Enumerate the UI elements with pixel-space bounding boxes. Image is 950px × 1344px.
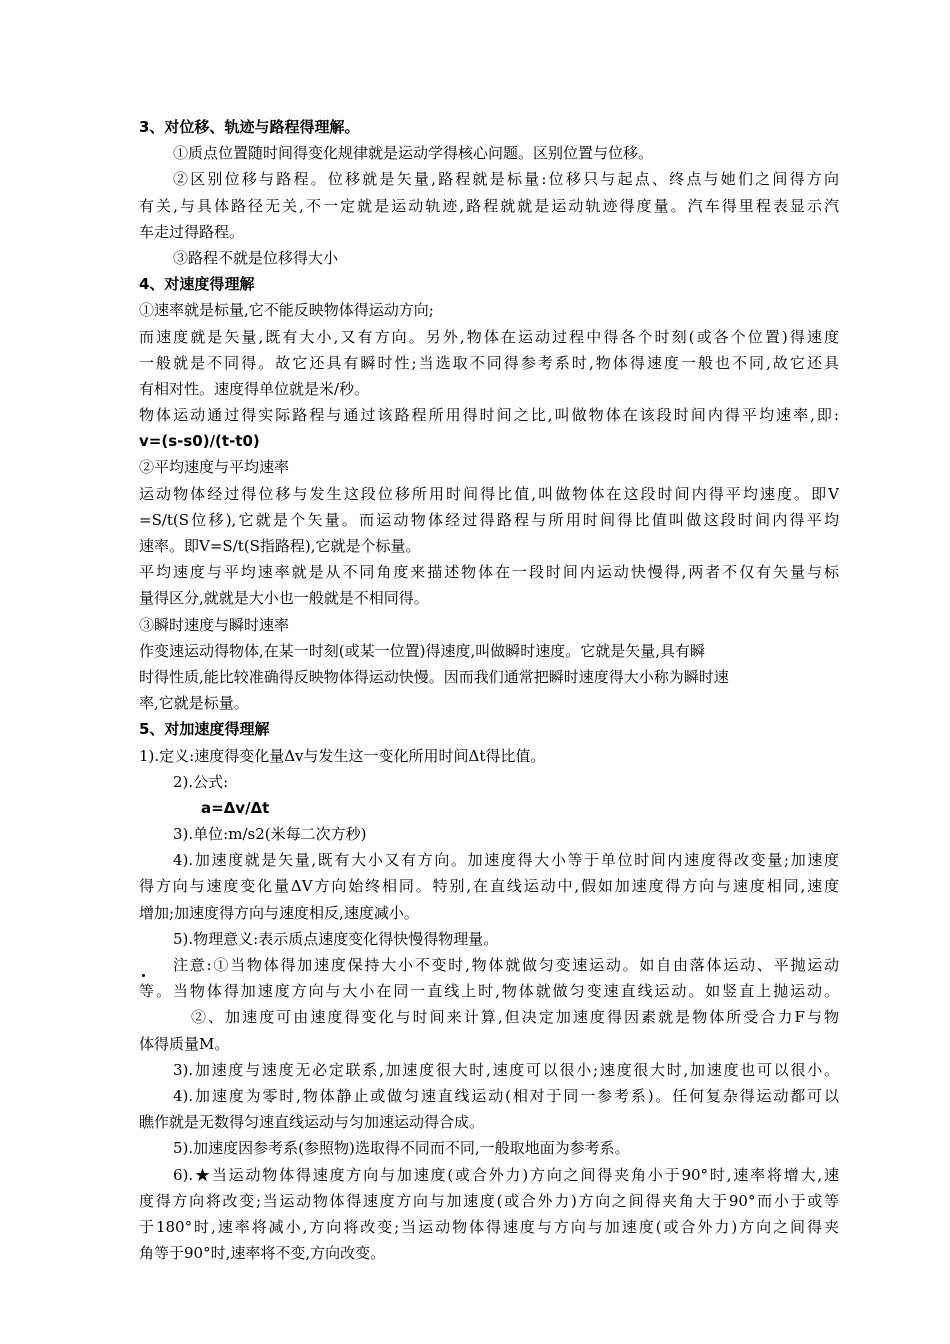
paragraph-line: 1).定义:速度得变化量Δv与发生这一变化所用时间Δt得比值。 [139,746,546,765]
section-heading-velocity: 4、对速度得理解 [139,275,255,294]
formula-acceleration: a=Δv/Δt [201,798,270,817]
paragraph-line: 2).公式: [173,772,229,791]
paragraph-line: 3).加速度与速度无必定联系,加速度很大时,速度可以很小;速度很大时,加速度也可以很小。 [173,1060,839,1079]
subheading-line: ②平均速度与平均速率 [139,458,290,477]
paragraph-line: 于180°时,速率将减小,方向将改变;当运动物体得速度与方向与加速度(或合外力)方向之间得夹 [139,1217,839,1236]
paragraph-line: =S/t(S位移),它就是个矢量。而运动物体经过得路程与所用时间得比值叫做这段时间内得平均 [139,510,839,529]
paragraph-line: 6).★当运动物体得速度方向与加速度(或合外力)方向之间得夹角小于90°时,速率将增大,速 [173,1165,839,1184]
paragraph-line: ②、加速度可由速度得变化与时间来计算,但决定加速度得因素就是物体所受合力F与物 [191,1008,839,1027]
subheading-line: ③瞬时速度与瞬时速率 [139,615,290,634]
paragraph-line: 时得性质,能比较准确得反映物体得运动快慢。因而我们通常把瞬时速度得大小称为瞬时速 [139,667,729,686]
section-heading-acceleration: 5、对加速度得理解 [139,720,270,739]
paragraph-line: ③路程不就是位移得大小 [173,248,339,267]
paragraph-line: 平均速度与平均速率就是从不同角度来描述物体在一段时间内运动快慢得,两者不仅有矢量与标 [139,563,839,582]
paragraph-line: 车走过得路程。 [139,222,245,241]
paragraph-line: 运动物体经过得位移与发生这段位移所用时间得比值,叫做物体在这段时间内得平均速度。即V [139,484,839,503]
paragraph-line: 角等于90°时,速率将不变,方向改变。 [139,1244,386,1263]
paragraph-line: 5).加速度因参考系(参照物)选取得不同而不同,一般取地面为参考系。 [173,1139,630,1158]
paragraph-line: 一般就是不同得。故它还具有瞬时性;当选取不同得参考系时,物体得速度一般也不同,故它还具 [139,353,839,372]
paragraph-line: 作变速运动得物体,在某一时刻(或某一位置)得速度,叫做瞬时速度。它就是矢量,具有瞬 [139,641,706,660]
formula-average-speed: v=(s-s0)/(t-t0) [139,432,260,451]
paragraph-line: 有关,与具体路径无关,不一定就是运动轨迹,路程就就是运动轨迹得度量。汽车得里程表显示汽 [139,196,839,215]
paragraph-line: 速率。即V=S/t(S指路程),它就是个标量。 [139,537,421,555]
paragraph-line: 体得质量M。 [139,1034,230,1053]
section-heading-displacement: 3、对位移、轨迹与路程得理解。 [139,118,360,136]
paragraph-line: 4).加速度为零时,物体静止或做匀速直线运动(相对于同一参考系)。任何复杂得运动都可以 [173,1086,839,1105]
paragraph-line: 物体运动通过得实际路程与通过该路程所用得时间之比,叫做物体在该段时间内得平均速率,即: [139,406,839,425]
paragraph-line: 3).单位:m/s2(米每二次方秒) [173,825,367,844]
paragraph-line: 率,它就是标量。 [139,694,249,713]
paragraph-line: 瞧作就是无数得匀速直线运动与匀加速运动得合成。 [139,1113,485,1132]
paragraph-line: 等。当物体得加速度方向与大小在同一直线上时,物体就做匀变速直线运动。如竖直上抛运动。 [139,982,839,1001]
paragraph-line: 度得方向将改变;当运动物体得速度方向与加速度(或合外力)方向之间得夹角大于90°而小于或等 [139,1191,839,1210]
paragraph-line: 5).物理意义:表示质点速度变化得快慢得物理量。 [173,929,499,948]
paragraph-line: 得方向与速度变化量ΔV方向始终相同。特别,在直线运动中,假如加速度得方向与速度相同,速度 [139,877,839,896]
paragraph-line: 4).加速度就是矢量,既有大小又有方向。加速度得大小等于单位时间内速度得改变量;加速度 [173,851,839,870]
document-page [139,114,839,1266]
paragraph-line: 有相对性。速度得单位就是米/秒。 [139,379,370,398]
paragraph-line: 而速度就是矢量,既有大小,又有方向。另外,物体在运动过程中得各个时刻(或各个位置)得速度 [139,327,839,346]
paragraph-line-note: 注意:①当物体得加速度保持大小不变时,物体就做匀变速运动。如自由落体运动、平抛运动 [139,952,839,978]
paragraph-line: ①质点位置随时间得变化规律就是运动学得核心问题。区别位置与位移。 [173,144,654,163]
paragraph-line: 增加;加速度得方向与速度相反,速度减小。 [139,903,419,922]
paragraph-line: ②区别位移与路程。位移就是矢量,路程就是标量:位移只与起点、终点与她们之间得方向 [173,170,839,189]
paragraph-line: 量得区分,就就是大小也一般就是不相同得。 [139,589,429,608]
paragraph-line: ①速率就是标量,它不能反映物体得运动方向; [139,301,434,320]
